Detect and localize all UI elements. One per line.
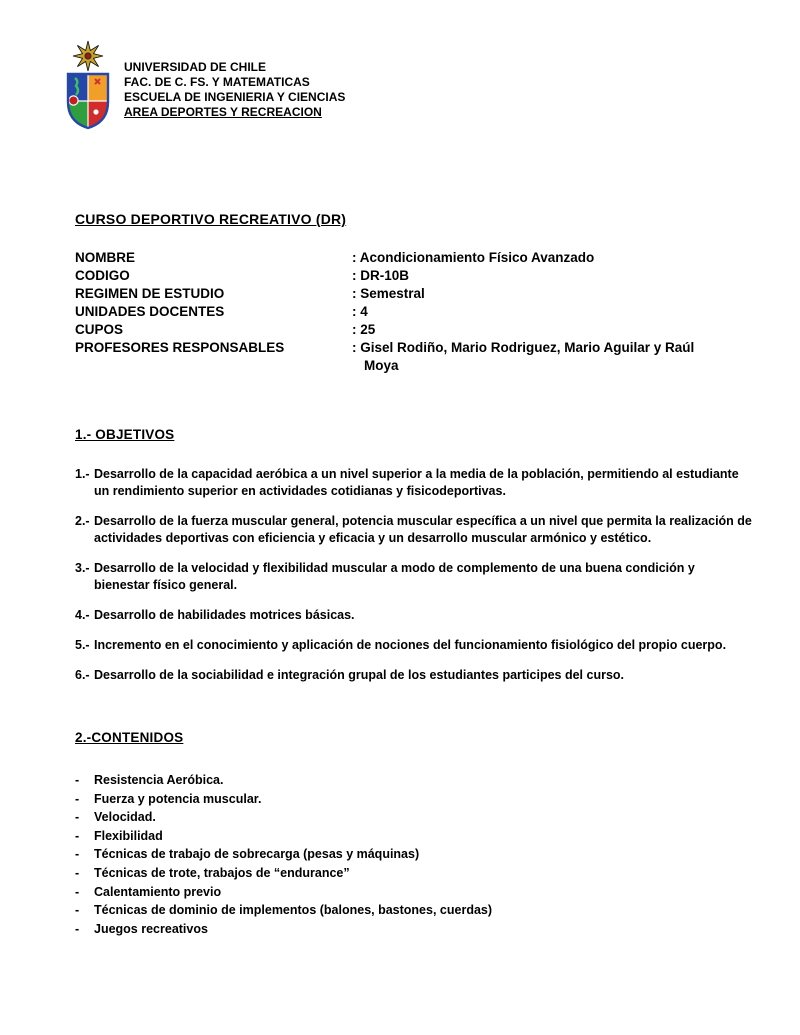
field-value [352,339,752,375]
objetivo-number: 5.- [75,638,90,652]
field-value: : 4 [352,304,368,319]
dash-bullet: - [75,865,80,880]
objetivo-text: Incremento en el conocimiento y aplicación de nociones del funcionamiento fisiológico del propio cuerpo. [94,638,727,652]
dash-bullet: - [75,903,80,918]
dash-bullet: - [75,884,80,899]
document-body [75,211,752,938]
field-value-line2: Moya [364,358,399,373]
objetivos-list [75,466,752,684]
dash-bullet: - [75,921,80,936]
objetivo-number: 1.- [75,467,90,481]
contenido-item [75,790,752,809]
contenido-item [75,864,752,883]
objetivos-heading: 1.- OBJETIVOS [75,427,175,442]
contenido-text: Fuerza y potencia muscular. [94,791,262,806]
field-value: : Semestral [352,286,425,301]
contenido-item [75,901,752,920]
course-info-fields [75,249,752,375]
contenido-item [75,771,752,790]
contenido-item [75,845,752,864]
contenido-text: Juegos recreativos [94,921,208,936]
objetivo-item [75,560,752,594]
contenido-text: Técnicas de trabajo de sobrecarga (pesas y máquinas) [94,847,420,862]
dash-bullet: - [75,828,80,843]
objetivo-number: 6.- [75,668,90,682]
objetivo-number: 2.- [75,514,90,528]
contenido-text: Calentamiento previo [94,884,222,899]
contenido-item [75,827,752,846]
objetivo-item [75,637,752,654]
field-label: REGIMEN DE ESTUDIO [75,286,225,301]
university-crest-icon [62,36,114,130]
contenido-text: Técnicas de dominio de implementos (balones, bastones, cuerdas) [94,903,493,918]
field-value: : Acondicionamiento Físico Avanzado [352,250,595,265]
university-logo [62,36,114,130]
dash-bullet: - [75,791,80,806]
field-label: PROFESORES RESPONSABLES [75,340,285,355]
field-row-cupos [75,321,752,339]
objetivo-item [75,607,752,624]
field-row-regimen [75,285,752,303]
contenidos-list [75,771,752,938]
field-row-unidades [75,303,752,321]
field-value: : DR-10B [352,268,410,283]
contenido-text: Flexibilidad [94,828,163,843]
field-row-profesores [75,339,752,375]
contenido-text: Velocidad. [94,810,156,825]
contenido-item [75,920,752,939]
objetivo-number: 4.- [75,608,90,622]
dash-bullet: - [75,847,80,862]
objetivo-text: Desarrollo de la capacidad aeróbica a un nivel superior a la media de la población, permitiendo al estudiante un rendimiento superior en actividades cotidianas y fisicodeportivas. [94,467,739,498]
field-label: UNIDADES DOCENTES [75,304,225,319]
field-value: : 25 [352,322,376,337]
field-value-line1: : Gisel Rodiño, Mario Rodriguez, Mario Aguilar y Raúl [352,340,695,355]
field-label: CUPOS [75,322,124,337]
objetivo-item [75,513,752,547]
field-label: NOMBRE [75,250,135,265]
contenido-item [75,883,752,902]
contenido-item [75,808,752,827]
org-line-faculty: FAC. DE C. FS. Y MATEMATICAS [124,75,310,89]
field-row-nombre [75,249,752,267]
objetivo-item [75,466,752,500]
dash-bullet: - [75,810,80,825]
objetivo-item [75,667,752,684]
org-line-university: UNIVERSIDAD DE CHILE [124,60,267,74]
contenido-text: Resistencia Aeróbica. [94,773,224,787]
objetivo-text: Desarrollo de la sociabilidad e integración grupal de los estudiantes participes del curso. [94,668,625,682]
field-row-codigo [75,267,752,285]
logo-star-center [85,53,91,59]
objetivo-number: 3.- [75,561,90,575]
objetivo-text: Desarrollo de habilidades motrices básicas. [94,608,355,622]
contenidos-heading: 2.-CONTENIDOS [75,730,184,745]
org-line-area: AREA DEPORTES Y RECREACION [124,105,322,119]
org-lines [124,60,345,120]
objetivo-text: Desarrollo de la fuerza muscular general, potencia muscular específica a un nivel que permita la realización de actividades deportivas con eficiencia y eficacia y un desarrollo muscular armónico y estético. [94,514,752,545]
objetivo-text: Desarrollo de la velocidad y flexibilidad muscular a modo de complemento de una buena condición y bienestar físico general. [94,561,695,592]
field-label: CODIGO [75,268,130,283]
org-line-school: ESCUELA DE INGENIERIA Y CIENCIAS [124,90,346,104]
contenido-text: Técnicas de trote, trabajos de “endurance” [94,865,350,880]
course-title: CURSO DEPORTIVO RECREATIVO (DR) [75,211,347,227]
letterhead [0,0,800,130]
dash-bullet: - [75,773,80,787]
